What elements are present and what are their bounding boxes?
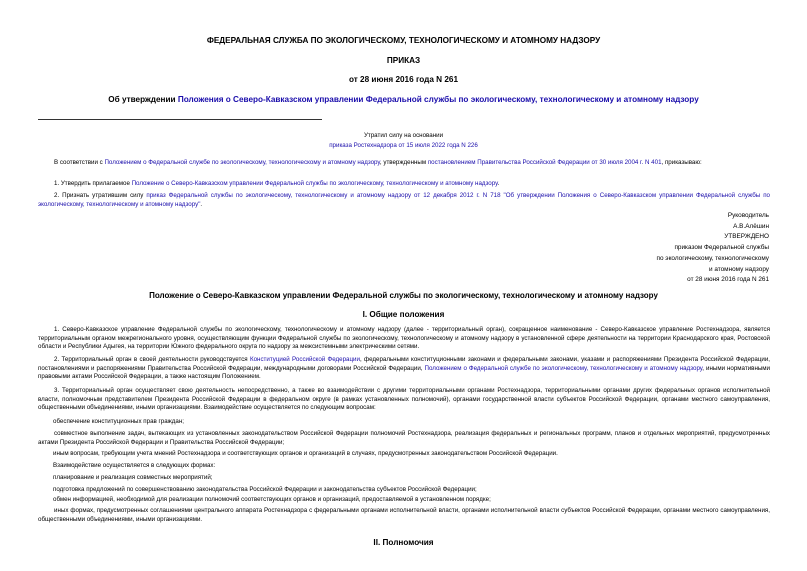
approval-stamp: УТВЕРЖДЕНО	[724, 233, 769, 241]
order-item-1: 1. Утвердить прилагаемое Положение о Северо-Кавказском управлении Федеральной службы по экологическому, технологическому и атомному надзору.	[54, 180, 500, 187]
preamble: В соответствии с Положением о Федеральной службе по экологическому, технологическому и атомному надзору, утвержденным постановлением Правительства Российской Федерации от 30 июля 2004 г. N 401, приказываю:	[54, 159, 702, 166]
separator-line	[38, 119, 322, 120]
form-item-2: подготовка предложений по совершенствованию законодательства Российской Федерации и законодательства субъектов Российской Федерации;	[53, 486, 477, 493]
interaction-item-1: обеспечение конституционных прав граждан;	[53, 418, 184, 425]
order-item-2: 2. Признать утратившим силу приказ Федеральной службы по экологическому, технологическому и атомному надзору от 12 декабря 2012 г. N 718 "Об утверждении Положения о Северо-Кавказском управлении Федеральной службы по экологическому, технологическому и атомному надзору".	[38, 192, 770, 208]
section-heading-2: II. Полномочия	[373, 538, 434, 547]
constitution-link[interactable]: Конституцией Российской Федерации	[249, 356, 360, 363]
paragraph-1: 1. Северо-Кавказское управление Федеральной службы по экологическому, технологическому и атомному надзору (далее - территориальный орган), сокращенное наименование - Северо-Кавказское управление Ростехнадзора, является территориальным органом межрегионального уровня, осуществляющим функции Федеральной службы по экологическому, технологическому и атомному надзору в установленной сфере деятельности на территории Краснодарского края, Ростовской области и Республики Адыгея, на территории Южного федерального округа по надзору за межсистемными электрическими сетями.	[38, 326, 770, 351]
doc-title-link[interactable]: Положения о Северо-Кавказском управлении Федеральной службы по экологическому, технологическому и атомному надзору	[177, 95, 699, 104]
service-regulation-link-2[interactable]: Положением о Федеральной службе по экологическому, технологическому и атомному надзору	[424, 364, 703, 372]
approval-line-3: по экологическому, технологическому	[656, 254, 769, 262]
doc-title	[0, 95, 807, 104]
doc-title-prefix: Об утверждении	[108, 95, 178, 104]
paragraph-2: 2. Территориальный орган в своей деятельности руководствуется Конституцией Российской Федерации, федеральными конституционными законами и федеральными законами, указами и распоряжениями Президента Российской Федерации, постановлениями и распоряжениями Правительства Российской Федерации, международными договорами Российской Федерации, Положением о Федеральной службе по экологическому, технологическому и атомному надзору, иными нормативными правовыми актами Российской Федерации, а также настоящим Положением.	[38, 356, 771, 381]
repealed-order-link[interactable]: приказ Федеральной службы по экологическому, технологическому и атомному надзору от 12 декабря 2012 г. N 718 "Об утверждении Положения о Северо-Кавказском управлении Федеральной службы по экологическому, технологическому и атомному надзору"	[38, 192, 770, 208]
status-note: Утратил силу на основании	[363, 132, 444, 139]
signature-position: Руководитель	[727, 212, 769, 219]
service-regulation-link[interactable]: Положением о Федеральной службе по экологическому, технологическому и атомному надзору	[104, 159, 380, 166]
doc-date-number: от 28 июня 2016 года N 261	[348, 75, 459, 84]
section-heading-1: I. Общие положения	[362, 310, 445, 319]
repeal-order-link[interactable]: приказа Ростехнадзора от 15 июля 2022 года N 226	[329, 142, 478, 149]
agency-name: ФЕДЕРАЛЬНАЯ СЛУЖБА ПО ЭКОЛОГИЧЕСКОМУ, ТЕХНОЛОГИЧЕСКОМУ И АТОМНОМУ НАДЗОРУ	[206, 36, 601, 45]
forms-intro: Взаимодействие осуществляется в следующих формах:	[53, 462, 216, 469]
form-item-3: обмен информацией, необходимой для реализации полномочий соответствующих органов и организаций, предоставляемой в установленном порядке;	[53, 496, 491, 503]
form-item-1: планирование и реализация совместных мероприятий;	[53, 474, 213, 481]
signature-name: А.В.Алёшин	[733, 222, 769, 230]
approved-regulation-link[interactable]: Положение о Северо-Кавказском управлении Федеральной службы по экологическому, технологическому и атомному надзору	[131, 180, 498, 187]
regulation-title: Положение о Северо-Кавказском управлении Федеральной службы по экологическому, технологическому и атомному надзору	[149, 291, 658, 300]
form-item-4: иных формах, предусмотренных соглашениями центрального аппарата Ростехнадзора с федеральными органами исполнительной власти, органами исполнительной власти субъектов Российской Федерации, органами местного самоуправления, общественными объединениями, иными организациями.	[38, 507, 770, 523]
approval-line-2: приказом Федеральной службы	[674, 244, 769, 252]
interaction-item-2: совместное выполнение задач, вытекающих из установленных законодательством Российской Федерации полномочий Ростехнадзора, реализация федеральных и региональных программ, планов и отдельных мероприятий, предусмотренных актами Президента Российской Федерации и Правительства Российской Федерации;	[38, 430, 770, 446]
paragraph-3: 3. Территориальный орган осуществляет свою деятельность непосредственно, а также во взаимодействии с другими территориальными органами Ростехнадзора, территориальными органами других федеральных органов исполнительной власти, полномочным представителем Президента Российской Федерации в федеральном округе (в рамках установленных полномочий), органами государственной власти субъектов Российской Федерации, органами местного самоуправления, общественными объединениями, иными организациями. Взаимодействие осуществляется по следующим вопросам:	[38, 387, 770, 412]
interaction-item-3: иным вопросам, требующим учета мнений Ростехнадзора и соответствующих органов и организаций в случаях, предусмотренных законодательством Российской Федерации.	[53, 450, 558, 457]
approval-line-5: от 28 июня 2016 года N 261	[687, 276, 769, 284]
approval-line-4: и атомному надзору	[709, 265, 769, 273]
doc-type: ПРИКАЗ	[386, 56, 421, 65]
signature-block	[657, 211, 769, 286]
government-decree-link[interactable]: постановлением Правительства Российской Федерации от 30 июля 2004 г. N 401	[427, 159, 662, 166]
